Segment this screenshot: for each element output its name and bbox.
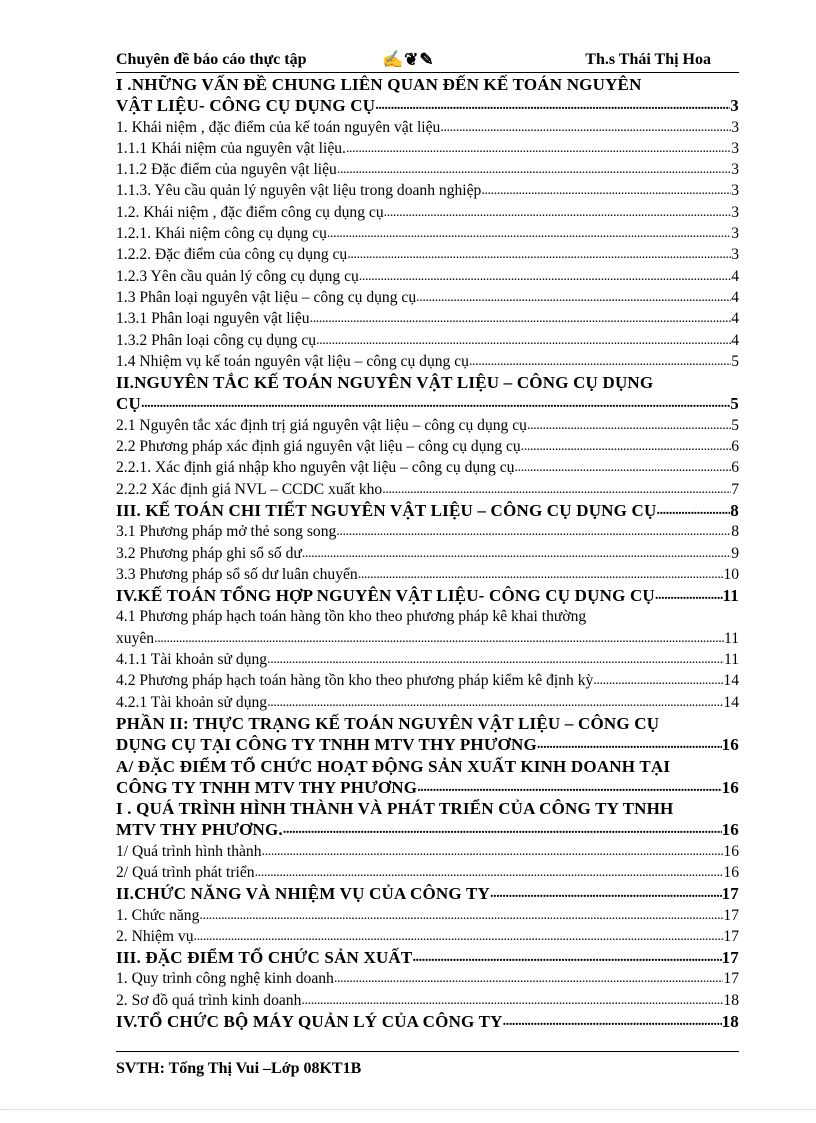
toc-entry-title: IV.TỔ CHỨC BỘ MÁY QUẢN LÝ CỦA CÔNG TY <box>116 1012 503 1032</box>
toc-entry-continuation: 4.1 Phương pháp hạch toán hàng tồn kho theo phương pháp kê khai thường <box>116 608 587 626</box>
toc-entry-title: 2. Sơ đồ quá trình kinh doanh <box>116 991 302 1009</box>
toc-entry-title: III. ĐẶC ĐIỂM TỔ CHỨC SẢN XUẤT <box>116 948 413 968</box>
toc-dot-leader <box>358 563 724 585</box>
toc-page-number: 7 <box>731 480 739 498</box>
toc-entry <box>116 479 739 500</box>
toc-entry-title: 1. Khái niệm , đặc điểm của kế toán nguyên vật liệu <box>116 118 441 136</box>
toc-page-number: 16 <box>721 777 739 797</box>
toc-entry-title: 3.3 Phương pháp sổ số dư luân chuyển <box>116 565 358 583</box>
toc-page-number: 4 <box>731 288 739 306</box>
toc-page-number: 11 <box>723 629 739 647</box>
toc-entry-title: 1.4 Nhiệm vụ kế toán nguyên vật liệu – công cụ dụng cụ <box>116 352 469 370</box>
toc-page-number: 4 <box>731 331 739 349</box>
toc-page-number: 11 <box>723 651 739 669</box>
header-supervisor: Th.s Thái Thị Hoa <box>585 51 711 68</box>
toc-dot-leader <box>416 286 731 308</box>
toc-page-number: 14 <box>723 672 739 690</box>
toc-entry <box>116 564 739 585</box>
toc-entry <box>116 628 739 649</box>
toc-dot-leader <box>384 201 732 223</box>
toc-entry <box>116 117 739 138</box>
toc-section-heading <box>116 500 739 521</box>
toc-entry-title: 1. Chức năng <box>116 906 200 924</box>
toc-page-number: 3 <box>731 246 739 264</box>
toc-entry <box>116 649 739 670</box>
toc-dot-leader <box>316 329 731 351</box>
toc-entry-title: xuyên <box>116 629 155 647</box>
toc-entry-title: 1.3.1 Phân loại nguyên vật liệu <box>116 310 310 328</box>
toc-entry <box>116 202 739 223</box>
toc-entry-title: 4.2 Phương pháp hạch toán hàng tồn kho theo phương pháp kiểm kê định kỳ <box>116 672 594 690</box>
toc-section-heading <box>116 734 739 755</box>
toc-entry <box>116 968 739 989</box>
toc-entry <box>116 415 739 436</box>
toc-page-number: 3 <box>731 203 739 221</box>
toc-entry-continuation: A/ ĐẶC ĐIỂM TỔ CHỨC HOẠT ĐỘNG SẢN XUẤT KINH DOANH TẠI <box>116 756 671 776</box>
toc-dot-leader <box>490 881 722 904</box>
toc-entry-title: 1.1.1 Khái niệm của nguyên vật liệu. <box>116 139 346 157</box>
toc-page-number: 10 <box>723 565 739 583</box>
toc-page-number: 4 <box>731 310 739 328</box>
toc-dot-leader <box>412 945 721 968</box>
toc-entry-title: 1.3 Phân loại nguyên vật liệu – công cụ dụng cụ <box>116 288 417 306</box>
toc-entry-title: 3.1 Phương pháp mở thẻ song song <box>116 523 337 541</box>
toc-page-number: 14 <box>723 693 739 711</box>
toc-page-number: 4 <box>731 267 739 285</box>
page-header <box>116 50 739 73</box>
toc-dot-leader <box>141 391 730 414</box>
toc-dot-leader <box>656 498 730 521</box>
toc-entry-title: 1.2.3 Yên cầu quản lý công cụ dụng cụ <box>116 267 359 285</box>
toc-entry-title: VẬT LIỆU- CÔNG CỤ DỤNG CỤ <box>116 96 376 116</box>
toc-page-number: 3 <box>731 139 739 157</box>
toc-entry <box>116 308 739 329</box>
toc-entry <box>116 926 739 947</box>
toc-page-number: 16 <box>721 735 739 755</box>
toc-dot-leader <box>302 542 731 564</box>
toc-dot-leader <box>655 583 723 606</box>
toc-entry <box>116 841 739 862</box>
toc-section-heading <box>116 1011 739 1032</box>
toc-entry-title: CỤ <box>116 394 141 414</box>
toc-entry <box>116 223 739 244</box>
toc-entry <box>116 330 739 351</box>
toc-entry-title: DỤNG CỤ TẠI CÔNG TY TNHH MTV THY PHƯƠNG <box>116 735 537 755</box>
toc-section-heading <box>116 947 739 968</box>
toc-page-number: 16 <box>721 820 739 840</box>
toc-entry-title: 1.2. Khái niệm , đặc điểm công cụ dụng cụ <box>116 203 384 221</box>
toc-page-number: 16 <box>723 842 739 860</box>
toc-dot-leader <box>593 669 723 691</box>
toc-entry-title: CÔNG TY TNHH MTV THY PHƯƠNG <box>116 777 418 797</box>
toc-page-number: 3 <box>731 161 739 179</box>
toc-entry <box>116 990 739 1011</box>
toc-page-number: 17 <box>723 970 739 988</box>
toc-page-number: 17 <box>721 884 739 904</box>
toc-entry <box>116 521 739 542</box>
toc-page-number: 6 <box>731 438 739 456</box>
table-of-contents <box>116 74 739 1032</box>
toc-page-number: 17 <box>723 927 739 945</box>
toc-page-number: 5 <box>731 416 739 434</box>
toc-dot-leader <box>375 93 730 116</box>
toc-dot-leader <box>481 179 731 201</box>
toc-entry-title: 1.1.3. Yêu cầu quản lý nguyên vật liệu trong doanh nghiệp <box>116 182 482 200</box>
toc-entry-title: II.CHỨC NĂNG VÀ NHIỆM VỤ CỦA CÔNG TY <box>116 884 490 904</box>
toc-page-number: 3 <box>731 225 739 243</box>
toc-entry <box>116 351 739 372</box>
toc-section-heading <box>116 883 739 904</box>
toc-entry-continuation: PHẦN II: THỰC TRẠNG KẾ TOÁN NGUYÊN VẬT LIỆU – CÔNG CỤ <box>116 713 660 733</box>
toc-dot-leader <box>194 925 724 947</box>
toc-dot-leader <box>310 307 732 329</box>
toc-entry-continuation: I . QUÁ TRÌNH HÌNH THÀNH VÀ PHÁT TRIỂN CỦA CÔNG TY TNHH <box>116 799 674 819</box>
toc-dot-leader <box>255 861 724 883</box>
toc-entry-continuation: II.NGUYÊN TẮC KẾ TOÁN NGUYÊN VẬT LIỆU – CÔNG CỤ DỤNG <box>116 373 654 393</box>
toc-entry-continuation: I .NHỮNG VẤN ĐỀ CHUNG LIÊN QUAN ĐẾN KẾ TOÁN NGUYÊN <box>116 75 642 94</box>
toc-page-number: 9 <box>731 544 739 562</box>
toc-dot-leader <box>336 520 731 542</box>
toc-page-number: 11 <box>722 586 739 606</box>
toc-dot-leader <box>334 967 724 989</box>
toc-dot-leader <box>417 775 721 798</box>
toc-entry <box>116 692 739 713</box>
toc-dot-leader <box>301 989 723 1011</box>
toc-dot-leader <box>327 222 731 244</box>
toc-entry-title: 3.2 Phương pháp ghi sổ số dư <box>116 544 302 562</box>
toc-entry-title: 4.2.1 Tài khoản sử dụng <box>116 693 268 711</box>
toc-entry-title: IV.KẾ TOÁN TỔNG HỢP NGUYÊN VẬT LIỆU- CÔNG CỤ DỤNG CỤ <box>116 586 655 606</box>
toc-dot-leader <box>514 456 731 478</box>
toc-entry-title: 2/ Quá trình phát triển <box>116 863 255 881</box>
toc-section-heading <box>116 95 739 116</box>
page-edge-divider <box>0 1109 816 1110</box>
toc-dot-leader <box>267 648 724 670</box>
toc-entry-title: 2.2 Phương pháp xác định giá nguyên vật liệu – công cụ dụng cụ <box>116 438 521 456</box>
toc-dot-leader <box>337 158 731 180</box>
toc-page-number: 17 <box>723 906 739 924</box>
toc-entry <box>116 457 739 478</box>
toc-page-number: 3 <box>730 96 739 116</box>
toc-entry-title: 2. Nhiệm vụ <box>116 927 194 945</box>
toc-entry-title: 2.1 Nguyên tắc xác định trị giá nguyên vật liệu – công cụ dụng cụ <box>116 416 527 434</box>
toc-dot-leader <box>440 116 731 138</box>
toc-dot-leader <box>382 478 731 500</box>
toc-entry-title: 2.2.2 Xác định giá NVL – CCDC xuất kho <box>116 480 383 498</box>
toc-entry-title: 4.1.1 Tài khoản sử dụng <box>116 651 268 669</box>
toc-entry-title: MTV THY PHƯƠNG. <box>116 820 283 840</box>
toc-page-number: 6 <box>731 459 739 477</box>
toc-page-number: 3 <box>731 182 739 200</box>
toc-entry-title: 1.2.1. Khái niệm công cụ dụng cụ <box>116 225 327 243</box>
toc-entry-title: 1/ Quá trình hình thành <box>116 842 262 860</box>
toc-entry <box>116 287 739 308</box>
toc-page-number: 5 <box>731 352 739 370</box>
toc-page-number: 8 <box>731 523 739 541</box>
toc-dot-leader <box>283 817 722 840</box>
header-ornament-icon: ✍❦✎ <box>382 50 435 69</box>
toc-dot-leader <box>346 137 731 159</box>
toc-dot-leader <box>199 904 723 926</box>
toc-dot-leader <box>359 265 731 287</box>
toc-dot-leader <box>347 243 731 265</box>
toc-page-number: 16 <box>723 863 739 881</box>
toc-dot-leader <box>267 691 723 713</box>
toc-entry <box>116 905 739 926</box>
page-footer <box>116 1051 739 1079</box>
toc-entry-title: 1.1.2 Đặc điểm của nguyên vật liệu <box>116 161 337 179</box>
toc-entry <box>116 266 739 287</box>
toc-entry-title: 2.2.1. Xác định giá nhập kho nguyên vật liệu – công cụ dụng cụ <box>116 459 515 477</box>
toc-entry <box>116 138 739 159</box>
toc-entry <box>116 670 739 691</box>
toc-dot-leader <box>537 732 722 755</box>
toc-page-number: 3 <box>731 118 739 136</box>
toc-entry <box>116 180 739 201</box>
toc-entry-title: III. KẾ TOÁN CHI TIẾT NGUYÊN VẬT LIỆU – CÔNG CỤ DỤNG CỤ <box>116 500 657 520</box>
toc-dot-leader <box>527 414 731 436</box>
toc-page-number: 17 <box>721 948 739 968</box>
toc-section-heading <box>116 777 739 798</box>
toc-section-heading <box>116 585 739 606</box>
toc-entry <box>116 436 739 457</box>
toc-page-number: 18 <box>721 1012 739 1032</box>
toc-section-heading <box>116 819 739 840</box>
toc-entry-title: 1. Quy trình công nghệ kinh doanh <box>116 970 334 988</box>
toc-page-number: 8 <box>730 500 739 520</box>
toc-entry <box>116 543 739 564</box>
toc-entry <box>116 159 739 180</box>
footer-student-info: SVTH: Tống Thị Vui –Lớp 08KT1B <box>116 1060 362 1077</box>
toc-page-number: 5 <box>730 394 739 414</box>
toc-entry-title: 1.2.2. Đặc điểm của công cụ dụng cụ <box>116 246 348 264</box>
toc-dot-leader <box>521 435 731 457</box>
toc-dot-leader <box>154 627 724 649</box>
toc-entry <box>116 862 739 883</box>
toc-dot-leader <box>469 350 731 372</box>
toc-dot-leader <box>262 840 724 862</box>
header-report-title: Chuyên đề báo cáo thực tập <box>116 51 307 68</box>
toc-entry <box>116 244 739 265</box>
toc-entry-title: 1.3.2 Phân loại công cụ dụng cụ <box>116 331 317 349</box>
toc-dot-leader <box>503 1009 722 1032</box>
toc-section-heading <box>116 393 739 414</box>
toc-page-number: 18 <box>723 991 739 1009</box>
